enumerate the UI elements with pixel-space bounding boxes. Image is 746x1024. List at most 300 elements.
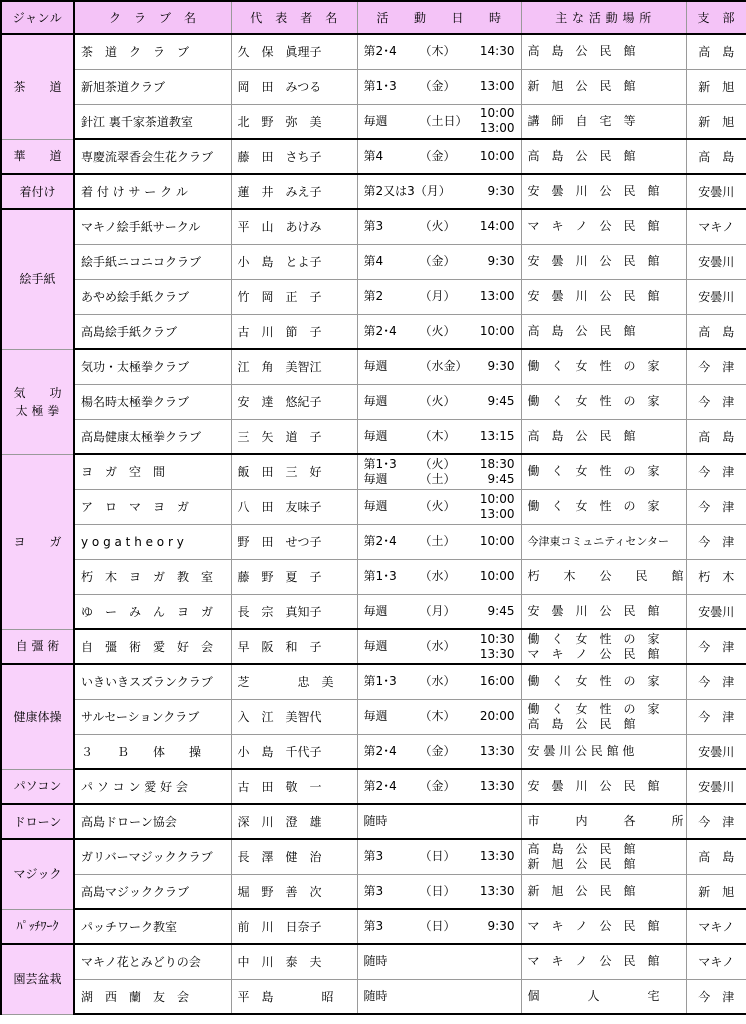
table-row [1, 944, 746, 979]
schedule-time [470, 849, 515, 864]
club-name: 着 付 け サ ー ク ル [74, 174, 231, 209]
schedule-day: （月） [419, 603, 456, 618]
schedule-line [364, 569, 515, 584]
activity-place [521, 314, 686, 349]
activity-place [521, 174, 686, 209]
table-row [1, 664, 746, 699]
schedule-time-value: 9:45 [487, 394, 515, 408]
club-name: あやめ絵手紙クラブ [74, 279, 231, 314]
club-name: 朽 木 ヨ ガ 教 室 [74, 559, 231, 594]
schedule-time-value: 14:30 [479, 44, 515, 59]
table-row [1, 489, 746, 524]
genre-cell: マジック [1, 839, 74, 909]
branch-cell: 高 島 [686, 139, 746, 174]
schedule-time-value: 10:00 [479, 149, 515, 163]
genre-cell: 華 道 [1, 139, 74, 174]
branch-cell: マキノ [686, 944, 746, 979]
genre-cell: ドローン [1, 804, 74, 839]
schedule-day: （日） [419, 919, 456, 933]
schedule-cell [357, 384, 521, 419]
schedule-line [364, 709, 515, 724]
schedule-period: 第1･3 [363, 569, 397, 583]
schedule-time-value: 18:30 [479, 456, 515, 471]
place-line: 高 島 公 民 館 [527, 841, 636, 856]
schedule-cell [357, 349, 521, 384]
club-name: ３ Ｂ 体 操 [74, 734, 231, 769]
schedule-time-value: 13:30 [479, 779, 515, 793]
schedule-time [470, 604, 515, 619]
table-row [1, 349, 746, 384]
branch-cell: 高 島 [686, 34, 746, 69]
representative-name: 前 川 日奈子 [231, 909, 357, 944]
schedule-period: 第4 [363, 254, 384, 268]
schedule-time-value: 9:30 [487, 919, 515, 933]
schedule-period: 第3 [363, 919, 384, 933]
schedule-day: （火） [419, 499, 456, 513]
representative-name: 古 田 敬 一 [231, 769, 357, 804]
schedule-time-value: 10:30 [479, 631, 515, 646]
representative-name: 安 達 悠紀子 [231, 384, 357, 419]
schedule-period: 第2 [363, 289, 384, 303]
schedule-period: 毎週 [363, 359, 388, 374]
schedule-line [364, 106, 515, 136]
schedule-cell [357, 34, 521, 69]
place-line: 高 島 公 民 館 [527, 428, 636, 443]
activity-place [521, 839, 686, 874]
table-row [1, 874, 746, 909]
schedule-time [470, 674, 515, 689]
place-line: 新 旭 公 民 館 [527, 883, 636, 898]
schedule-day: （土日） [419, 113, 468, 128]
activity-place [521, 489, 686, 524]
branch-cell: 新 旭 [686, 874, 746, 909]
representative-name: 野 田 せつ子 [231, 524, 357, 559]
place-line: 安 曇 川 公 民 館 [527, 254, 660, 268]
place-line: マ キ ノ 公 民 館 [527, 219, 660, 234]
schedule-cell [357, 944, 521, 979]
activity-place [521, 979, 686, 1014]
place-line: マ キ ノ 公 民 館 [527, 646, 660, 661]
schedule-period: 毎週 [363, 709, 388, 723]
representative-name: 北 野 弥 美 [231, 104, 357, 139]
schedule-cell [357, 734, 521, 769]
genre-cell: パソコン [1, 769, 74, 804]
schedule-cell [357, 69, 521, 104]
genre-cell: ﾊﾟｯﾁﾜｰｸ [1, 909, 74, 944]
club-name: パ ソ コ ン 愛 好 会 [74, 769, 231, 804]
place-line: 高 島 公 民 館 [527, 323, 636, 338]
table-body [1, 34, 746, 1014]
header-place: 主 な 活 動 場 所 [521, 1, 686, 34]
activity-place [521, 384, 686, 419]
schedule-day: （日） [419, 883, 456, 898]
branch-cell: 今 津 [686, 979, 746, 1014]
table-row [1, 454, 746, 489]
place-line: 個 人 宅 [527, 988, 660, 1003]
schedule-cell [357, 104, 521, 139]
schedule-period: 第2･4 [363, 44, 397, 59]
club-name: 自 彊 術 愛 好 会 [74, 629, 231, 664]
place-line: 働 く 女 性 の 家 [527, 394, 660, 408]
representative-name: 中 川 泰 夫 [231, 944, 357, 979]
branch-cell: 新 旭 [686, 69, 746, 104]
schedule-time-value: 10:00 [479, 534, 515, 548]
activity-place [521, 34, 686, 69]
schedule-period: 第2･4 [363, 779, 397, 793]
schedule-time-value: 10:00 [479, 106, 515, 121]
schedule-time [470, 569, 515, 584]
club-name: 高島マジッククラブ [74, 874, 231, 909]
activity-place [521, 629, 686, 664]
representative-name: 平 山 あけみ [231, 209, 357, 244]
activity-place [521, 769, 686, 804]
place-line: 新 旭 公 民 館 [527, 79, 636, 93]
branch-cell: 高 島 [686, 314, 746, 349]
activity-place [521, 559, 686, 594]
place-line: 働 く 女 性 の 家 [527, 631, 660, 646]
schedule-period: 毎週 [363, 113, 388, 128]
schedule-time-value: 10:00 [479, 491, 515, 506]
activity-place [521, 874, 686, 909]
schedule-line [364, 814, 515, 829]
schedule-day: （水） [419, 569, 456, 583]
club-name: 高島ドローン協会 [74, 804, 231, 839]
schedule-line [364, 492, 515, 522]
schedule-period: 第4 [363, 149, 384, 163]
schedule-time-value: 9:30 [487, 254, 515, 268]
schedule-line [364, 534, 515, 549]
representative-name: 藤 田 さち子 [231, 139, 357, 174]
table-row [1, 629, 746, 664]
schedule-day: （火） [419, 394, 456, 408]
header-schedule: 活 動 日 時 [357, 1, 521, 34]
schedule-time [470, 254, 515, 269]
schedule-line [364, 324, 515, 339]
table-row [1, 699, 746, 734]
schedule-cell [357, 594, 521, 629]
place-line: 安 曇 川 公 民 館 [527, 289, 660, 303]
header-genre: ジャンル [1, 1, 74, 34]
representative-name: 江 角 美智江 [231, 349, 357, 384]
schedule-period: 随時 [363, 814, 388, 828]
schedule-time [470, 219, 515, 234]
place-line: 高 島 公 民 館 [527, 44, 636, 59]
schedule-time [470, 884, 515, 899]
representative-name: 平 島 昭 [231, 979, 357, 1014]
header-row [1, 1, 746, 34]
schedule-day: （火） [419, 323, 456, 338]
schedule-period: 第1･3 [363, 79, 397, 93]
schedule-cell [357, 419, 521, 454]
schedule-time [470, 632, 515, 662]
schedule-day: （土） [419, 534, 456, 548]
schedule-cell [357, 314, 521, 349]
table-row [1, 314, 746, 349]
schedule-day: （金） [419, 743, 456, 758]
place-line: 市 内 各 所 [527, 814, 684, 828]
branch-cell: 安曇川 [686, 769, 746, 804]
schedule-day: （木） [419, 44, 456, 59]
schedule-line [364, 604, 515, 619]
schedule-day: （木） [419, 709, 456, 723]
branch-cell: 新 旭 [686, 104, 746, 139]
schedule-line [364, 394, 515, 409]
place-line: 新 旭 公 民 館 [527, 856, 636, 871]
schedule-time [470, 44, 515, 59]
schedule-time [470, 324, 515, 339]
schedule-line [364, 289, 515, 304]
schedule-time-value: 9:45 [487, 471, 515, 486]
representative-name: 三 矢 道 子 [231, 419, 357, 454]
club-name: 絵手紙ニコニコクラブ [74, 244, 231, 279]
branch-cell: マキノ [686, 909, 746, 944]
schedule-day: （金） [419, 149, 456, 163]
genre-cell: 絵手紙 [1, 209, 74, 349]
table-row [1, 104, 746, 139]
schedule-time [470, 79, 515, 94]
genre-cell: 園芸盆栽 [1, 944, 74, 1014]
branch-cell: 今 津 [686, 384, 746, 419]
schedule-time [470, 289, 515, 304]
schedule-cell [357, 629, 521, 664]
schedule-time [470, 359, 515, 374]
activity-place [521, 804, 686, 839]
schedule-day: （木） [419, 428, 456, 443]
branch-cell: 安曇川 [686, 594, 746, 629]
schedule-time-value: 14:00 [479, 219, 515, 234]
schedule-day: （土） [419, 471, 456, 486]
representative-name: 竹 岡 正 子 [231, 279, 357, 314]
header-club: ク ラ ブ 名 [74, 1, 231, 34]
branch-cell: 高 島 [686, 839, 746, 874]
schedule-time [470, 779, 515, 794]
schedule-period [364, 457, 420, 487]
schedule-period: 随時 [363, 954, 388, 969]
club-name: サルセーションクラブ [74, 699, 231, 734]
schedule-line [364, 254, 515, 269]
activity-place [521, 244, 686, 279]
table-row [1, 594, 746, 629]
schedule-cell [357, 804, 521, 839]
club-name: ア ロ マ ヨ ガ [74, 489, 231, 524]
representative-name: 長 澤 健 治 [231, 839, 357, 874]
club-name: 高島健康太極拳クラブ [74, 419, 231, 454]
place-line: 講 師 自 宅 等 [527, 113, 636, 128]
schedule-day: （水金） [419, 359, 468, 374]
branch-cell: 今 津 [686, 489, 746, 524]
table-row [1, 734, 746, 769]
activity-place [521, 349, 686, 384]
activity-place [521, 419, 686, 454]
schedule-cell [357, 174, 521, 209]
schedule-period: 第2･4 [363, 743, 397, 758]
branch-cell: 今 津 [686, 524, 746, 559]
representative-name: 芝 忠 美 [231, 664, 357, 699]
schedule-period: 第1･3 [363, 674, 397, 689]
table-row [1, 209, 746, 244]
club-name: ヨ ガ 空 間 [74, 454, 231, 489]
activity-place [521, 69, 686, 104]
club-name: 新旭茶道クラブ [74, 69, 231, 104]
schedule-period: 随時 [363, 988, 388, 1003]
table-row [1, 139, 746, 174]
representative-name: 小 島 とよ子 [231, 244, 357, 279]
schedule-line [364, 849, 515, 864]
club-name: 湖 西 蘭 友 会 [74, 979, 231, 1014]
schedule-cell [357, 769, 521, 804]
schedule-day: （金） [419, 254, 456, 268]
representative-name: 早 阪 和 子 [231, 629, 357, 664]
schedule-cell [357, 139, 521, 174]
club-name: いきいきスズランクラブ [74, 664, 231, 699]
representative-name: 深 川 澄 雄 [231, 804, 357, 839]
branch-cell: 今 津 [686, 664, 746, 699]
schedule-cell [357, 664, 521, 699]
schedule-cell [357, 244, 521, 279]
club-name: 茶 道 ク ラ ブ [74, 34, 231, 69]
club-name: 高島絵手紙クラブ [74, 314, 231, 349]
schedule-time-value: 13:15 [479, 428, 515, 443]
table-row [1, 34, 746, 69]
place-line: マ キ ノ 公 民 館 [527, 919, 660, 933]
activity-place [521, 209, 686, 244]
schedule-time [470, 534, 515, 549]
schedule-time [470, 429, 515, 444]
club-name: 楊名時太極拳クラブ [74, 384, 231, 419]
schedule-period: 毎週 [363, 499, 388, 513]
schedule-line [364, 919, 515, 934]
schedule-time [470, 457, 515, 487]
schedule-day: （水） [419, 639, 456, 653]
schedule-time [451, 184, 515, 199]
club-name: マキノ絵手紙サークル [74, 209, 231, 244]
representative-name: 飯 田 三 好 [231, 454, 357, 489]
schedule-period: 第2又は3（月） [363, 184, 451, 198]
activity-place [521, 524, 686, 559]
schedule-line [364, 149, 515, 164]
place-line: 働 く 女 性 の 家 [527, 701, 660, 716]
branch-cell: 今 津 [686, 804, 746, 839]
activity-place [521, 734, 686, 769]
schedule-line [364, 429, 515, 444]
schedule-time-value: 13:00 [479, 79, 515, 93]
table-row [1, 979, 746, 1014]
representative-name: 久 保 眞理子 [231, 34, 357, 69]
club-name: 専慶流翠香会生花クラブ [74, 139, 231, 174]
representative-name: 岡 田 みつる [231, 69, 357, 104]
schedule-time [470, 149, 515, 164]
place-line: 安 曇 川 公 民 館 他 [527, 743, 635, 758]
place-line: 働 く 女 性 の 家 [527, 674, 660, 689]
schedule-time-value: 13:30 [479, 743, 515, 758]
activity-place [521, 699, 686, 734]
schedule-cell [357, 209, 521, 244]
branch-cell: 今 津 [686, 629, 746, 664]
place-line: 安 曇 川 公 民 館 [527, 184, 660, 198]
schedule-cell [357, 699, 521, 734]
table-row [1, 419, 746, 454]
club-name: ゆ ー み ん ヨ ガ [74, 594, 231, 629]
schedule-line [364, 359, 515, 374]
schedule-period: 第3 [363, 849, 384, 864]
branch-cell: 安曇川 [686, 244, 746, 279]
genre-cell: 茶 道 [1, 34, 74, 139]
schedule-day: （水） [419, 674, 456, 689]
schedule-time [470, 709, 515, 724]
schedule-time-value: 9:30 [487, 184, 515, 198]
table-row [1, 279, 746, 314]
schedule-cell [357, 874, 521, 909]
schedule-line [364, 184, 515, 199]
schedule-period: 第3 [363, 883, 384, 898]
schedule-time [470, 394, 515, 409]
schedule-time-value: 13:00 [479, 121, 515, 136]
place-line: 高 島 公 民 館 [527, 716, 636, 731]
schedule-line [364, 457, 515, 487]
place-line: 働 く 女 性 の 家 [527, 359, 660, 374]
place-line: マ キ ノ 公 民 館 [527, 954, 660, 969]
schedule-cell [357, 979, 521, 1014]
schedule-line [364, 744, 515, 759]
schedule-day: （火） [419, 219, 456, 234]
activity-place [521, 139, 686, 174]
place-line: 今津東コミュニティセンター [527, 535, 669, 548]
place-line: 働 く 女 性 の 家 [527, 499, 660, 513]
place-line: 朽 木 公 民 館 [527, 569, 684, 583]
branch-cell: 今 津 [686, 699, 746, 734]
schedule-time [470, 492, 515, 522]
schedule-period: 第2･4 [363, 323, 397, 338]
schedule-day [420, 457, 470, 487]
schedule-period: 毎週 [363, 394, 388, 408]
representative-name: 八 田 友味子 [231, 489, 357, 524]
schedule-period: 毎週 [363, 471, 388, 486]
club-name: 気功・太極拳クラブ [74, 349, 231, 384]
schedule-period: 毎週 [363, 603, 388, 618]
activity-place [521, 104, 686, 139]
place-line: 安 曇 川 公 民 館 [527, 779, 660, 793]
schedule-line [364, 989, 515, 1004]
schedule-period: 第3 [363, 219, 384, 234]
representative-name: 古 川 節 子 [231, 314, 357, 349]
table-row [1, 839, 746, 874]
schedule-day: （日） [419, 849, 456, 864]
place-line: 安 曇 川 公 民 館 [527, 603, 660, 618]
branch-cell: 安曇川 [686, 734, 746, 769]
schedule-time [470, 744, 515, 759]
header-branch: 支 部 [686, 1, 746, 34]
genre-cell: 自 彊 術 [1, 629, 74, 664]
club-name: パッチワーク教室 [74, 909, 231, 944]
schedule-line [364, 79, 515, 94]
activity-place [521, 664, 686, 699]
place-line: 高 島 公 民 館 [527, 149, 636, 163]
schedule-cell [357, 279, 521, 314]
branch-cell: 安曇川 [686, 174, 746, 209]
branch-cell: 朽 木 [686, 559, 746, 594]
branch-cell: 高 島 [686, 419, 746, 454]
table-row [1, 384, 746, 419]
schedule-time-value: 10:00 [479, 323, 515, 338]
representative-name: 藤 野 夏 子 [231, 559, 357, 594]
activity-place [521, 454, 686, 489]
schedule-period: 第1･3 [363, 456, 397, 471]
schedule-period: 毎週 [363, 639, 388, 653]
schedule-cell [357, 489, 521, 524]
schedule-line [364, 884, 515, 899]
club-name: 針江 裏千家茶道教室 [74, 104, 231, 139]
schedule-time-value: 13:00 [479, 506, 515, 521]
